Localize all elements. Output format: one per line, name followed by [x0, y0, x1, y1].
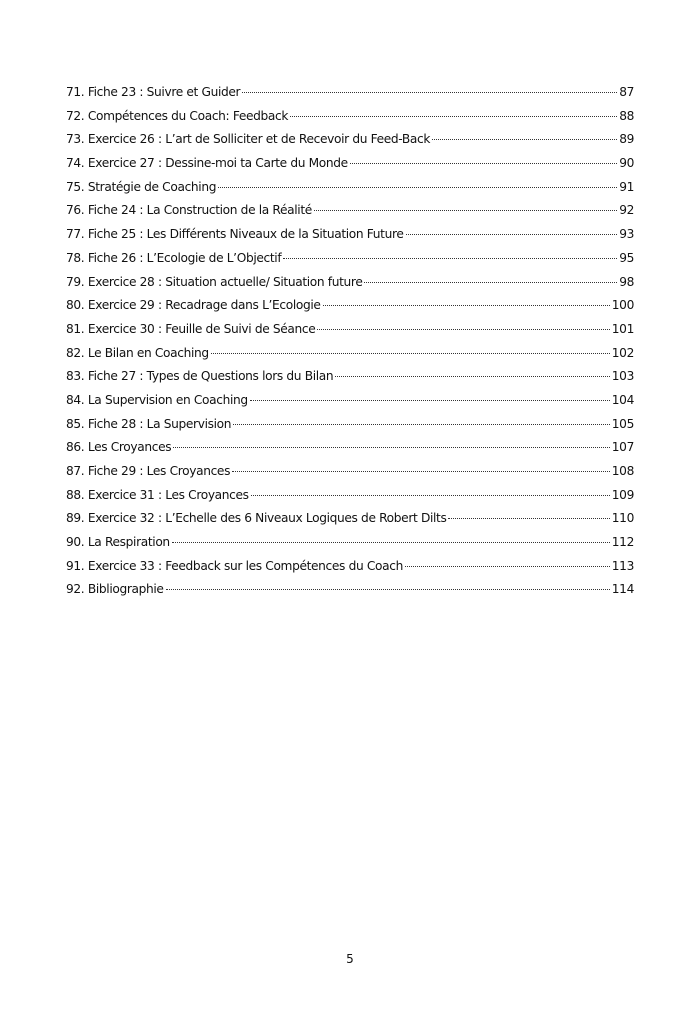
toc-dot-leader: [232, 471, 610, 472]
toc-entry-title: 78. Fiche 26 : L’Ecologie de L’Objectif: [66, 250, 282, 265]
toc-entry-page: 100: [611, 298, 634, 313]
toc-entry[interactable]: [66, 393, 634, 417]
toc-dot-leader: [172, 542, 610, 543]
toc-entry-page: 103: [611, 369, 634, 384]
toc-entry-title: 77. Fiche 25 : Les Différents Niveaux de la Situation Future: [66, 227, 404, 242]
toc-entry-page: 92: [619, 203, 634, 218]
table-of-contents: [66, 85, 634, 606]
toc-dot-leader: [314, 210, 617, 211]
toc-entry-page: 109: [611, 487, 634, 502]
toc-entry[interactable]: [66, 417, 634, 441]
toc-entry-title: 86. Les Croyances: [66, 440, 172, 455]
toc-entry-title: 88. Exercice 31 : Les Croyances: [66, 487, 249, 502]
toc-entry-page: 93: [619, 227, 634, 242]
toc-entry[interactable]: [66, 203, 634, 227]
toc-entry-page: 98: [619, 274, 634, 289]
toc-dot-leader: [233, 424, 610, 425]
toc-entry-page: 113: [611, 558, 634, 573]
toc-entry-title: 83. Fiche 27 : Types de Questions lors du Bilan: [66, 369, 334, 384]
toc-dot-leader: [218, 187, 617, 188]
toc-entry-page: 107: [611, 440, 634, 455]
toc-entry[interactable]: [66, 275, 634, 299]
toc-entry-title: 75. Stratégie de Coaching: [66, 179, 217, 194]
toc-entry[interactable]: [66, 132, 634, 156]
toc-entry-page: 101: [611, 321, 634, 336]
toc-entry-page: 114: [611, 582, 634, 597]
toc-entry[interactable]: [66, 559, 634, 583]
toc-entry-title: 85. Fiche 28 : La Supervision: [66, 416, 232, 431]
toc-dot-leader: [211, 353, 610, 354]
toc-entry-page: 102: [611, 345, 634, 360]
page-number: 5: [346, 952, 354, 966]
toc-dot-leader: [448, 518, 609, 519]
toc-entry[interactable]: [66, 156, 634, 180]
toc-dot-leader: [432, 139, 617, 140]
toc-entry-page: 112: [611, 535, 634, 550]
toc-entry-title: 73. Exercice 26 : L’art de Solliciter et de Recevoir du Feed-Back: [66, 132, 431, 147]
toc-entry-page: 90: [619, 156, 634, 171]
toc-dot-leader: [405, 566, 610, 567]
toc-entry-title: 92. Bibliographie: [66, 582, 164, 597]
toc-entry[interactable]: [66, 251, 634, 275]
toc-entry-page: 95: [619, 250, 634, 265]
toc-entry[interactable]: [66, 346, 634, 370]
toc-entry-title: 81. Exercice 30 : Feuille de Suivi de Séance: [66, 321, 316, 336]
toc-entry[interactable]: [66, 369, 634, 393]
toc-entry[interactable]: [66, 440, 634, 464]
toc-entry-title: 79. Exercice 28 : Situation actuelle/ Situation future: [66, 274, 363, 289]
toc-entry-page: 108: [611, 464, 634, 478]
toc-entry-title: 84. La Supervision en Coaching: [66, 392, 248, 407]
toc-entry-title: 71. Fiche 23 : Suivre et Guider: [66, 85, 241, 99]
toc-dot-leader: [364, 282, 617, 283]
toc-entry-title: 82. Le Bilan en Coaching: [66, 345, 209, 360]
toc-entry[interactable]: [66, 298, 634, 322]
toc-entry-title: 89. Exercice 32 : L’Echelle des 6 Niveaux Logiques de Robert Dilts: [66, 511, 447, 526]
toc-entry[interactable]: [66, 511, 634, 535]
toc-entry-title: 87. Fiche 29 : Les Croyances: [66, 464, 231, 478]
toc-dot-leader: [323, 305, 610, 306]
toc-dot-leader: [335, 376, 610, 377]
toc-entry-page: 104: [611, 392, 634, 407]
toc-entry-page: 91: [619, 179, 634, 194]
toc-dot-leader: [242, 92, 617, 93]
toc-dot-leader: [350, 163, 617, 164]
toc-entry-page: 110: [611, 511, 634, 526]
toc-entry[interactable]: [66, 109, 634, 133]
toc-entry-page: 87: [619, 85, 634, 99]
toc-entry[interactable]: [66, 582, 634, 606]
toc-dot-leader: [173, 447, 610, 448]
toc-dot-leader: [290, 116, 617, 117]
toc-dot-leader: [251, 495, 610, 496]
toc-dot-leader: [317, 329, 609, 330]
toc-dot-leader: [406, 234, 618, 235]
toc-entry[interactable]: [66, 180, 634, 204]
toc-entry-page: 88: [619, 108, 634, 123]
toc-dot-leader: [166, 589, 610, 590]
toc-entry-title: 74. Exercice 27 : Dessine-moi ta Carte du Monde: [66, 156, 348, 171]
toc-entry-title: 90. La Respiration: [66, 535, 170, 550]
toc-dot-leader: [283, 258, 617, 259]
toc-entry[interactable]: [66, 227, 634, 251]
toc-entry-title: 72. Compétences du Coach: Feedback: [66, 108, 289, 123]
toc-entry-page: 105: [611, 416, 634, 431]
toc-entry[interactable]: [66, 488, 634, 512]
toc-entry-title: 91. Exercice 33 : Feedback sur les Compétences du Coach: [66, 558, 403, 573]
toc-entry[interactable]: [66, 535, 634, 559]
toc-entry[interactable]: [66, 85, 634, 109]
toc-entry-title: 76. Fiche 24 : La Construction de la Réalité: [66, 203, 312, 218]
toc-entry[interactable]: [66, 464, 634, 488]
toc-entry-page: 89: [619, 132, 634, 147]
toc-dot-leader: [250, 400, 610, 401]
toc-entry-title: 80. Exercice 29 : Recadrage dans L’Ecologie: [66, 298, 321, 313]
toc-entry[interactable]: [66, 322, 634, 346]
